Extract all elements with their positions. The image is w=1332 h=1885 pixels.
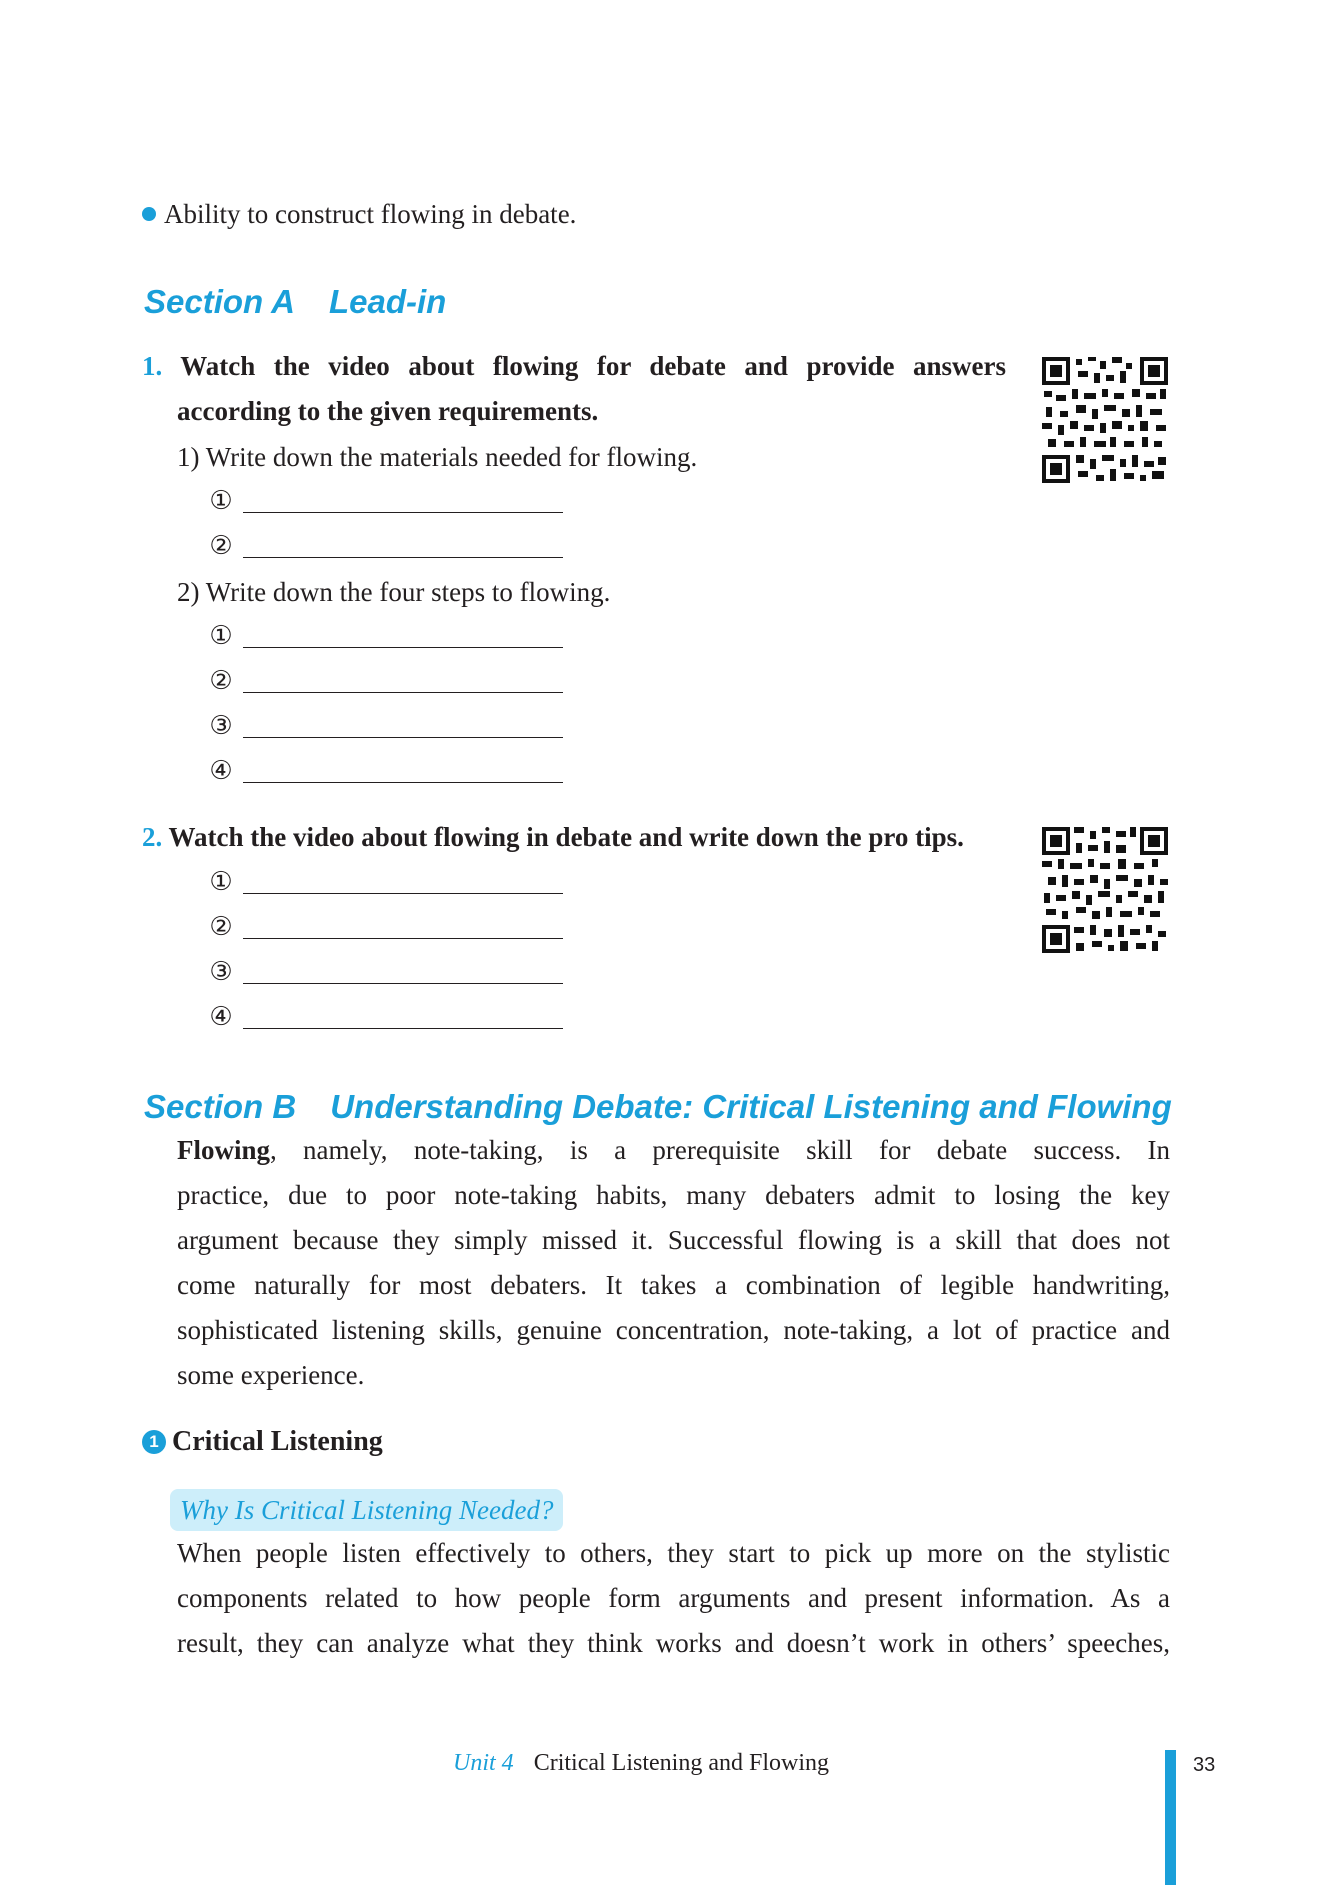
qr-code-q1[interactable]	[1040, 355, 1170, 485]
q1-part2-prompt: 2) Write down the four steps to flowing.	[177, 577, 611, 607]
paragraph-line: components related to how people form arguments and present information. As a	[177, 1583, 1170, 1613]
answer-blank[interactable]: ③	[205, 952, 565, 992]
answer-blank[interactable]: ②	[205, 526, 565, 566]
section-a-heading	[144, 280, 446, 324]
page-number: 33	[1193, 1754, 1216, 1776]
question-heading-pill: Why Is Critical Listening Needed?	[170, 1489, 563, 1531]
paragraph-line: When people listen effectively to others, they start to pick up more on the stylistic	[177, 1538, 1170, 1568]
q1-title-line2: according to the given requirements.	[177, 396, 599, 426]
subsection-title: Critical Listening	[172, 1426, 383, 1457]
q1-title-line1: 1. Watch the video about flowing for debate and provide answers	[142, 351, 1006, 381]
answer-blank[interactable]: ③	[205, 706, 565, 746]
critical-listening-paragraph	[177, 1531, 1170, 1666]
answer-blank[interactable]: ④	[205, 751, 565, 791]
answer-blank[interactable]: ④	[205, 997, 565, 1037]
intro-line: some experience.	[177, 1360, 365, 1390]
bullet-icon	[142, 207, 156, 221]
q1-part1-prompt: 1) Write down the materials needed for flowing.	[177, 442, 698, 472]
intro-line: sophisticated listening skills, genuine concentration, note-taking, a lot of practice and	[177, 1315, 1170, 1345]
number-badge-icon: 1	[142, 1430, 166, 1454]
objective-bullet	[142, 194, 576, 234]
qr-code-q2[interactable]	[1040, 825, 1170, 955]
subsection-heading	[142, 1422, 383, 1462]
answer-blank[interactable]: ①	[205, 481, 565, 521]
intro-line: come naturally for most debaters. It takes a combination of legible handwriting,	[177, 1270, 1170, 1300]
bold-term: Flowing	[177, 1135, 271, 1165]
intro-line: Flowing, namely, note-taking, is a prerequisite skill for debate success. In	[177, 1135, 1170, 1165]
intro-line: practice, due to poor note-taking habits, many debaters admit to losing the key	[177, 1180, 1170, 1210]
qr-code-icon	[1040, 355, 1170, 485]
unit-title: Critical Listening and Flowing	[533, 1750, 829, 1776]
section-a-label: Section A	[144, 283, 295, 320]
q1-number: 1.	[142, 351, 163, 381]
section-b-intro	[177, 1128, 1170, 1398]
intro-line: argument because they simply missed it. Successful flowing is a skill that does not	[177, 1225, 1170, 1255]
answer-blank[interactable]: ①	[205, 616, 565, 656]
answer-blank[interactable]: ①	[205, 862, 565, 902]
q2-number: 2.	[142, 822, 163, 852]
section-b-label: Section B	[144, 1088, 297, 1125]
section-a-title: Lead-in	[328, 283, 447, 320]
objective-text: Ability to construct flowing in debate.	[164, 199, 577, 229]
running-footer	[453, 1748, 829, 1778]
paragraph-line: result, they can analyze what they think works and doesn’t work in others’ speeches,	[177, 1628, 1170, 1658]
footer-accent-bar	[1165, 1750, 1176, 1885]
section-b-title: Understanding Debate: Critical Listening and Flowing	[330, 1088, 1172, 1125]
qr-code-icon	[1040, 825, 1170, 955]
unit-label: Unit 4	[453, 1750, 514, 1776]
section-b-heading	[144, 1085, 1172, 1129]
answer-blank[interactable]: ②	[205, 661, 565, 701]
answer-blank[interactable]: ②	[205, 907, 565, 947]
q2-title: 2. Watch the video about flowing in debate and write down the pro tips.	[142, 822, 964, 852]
